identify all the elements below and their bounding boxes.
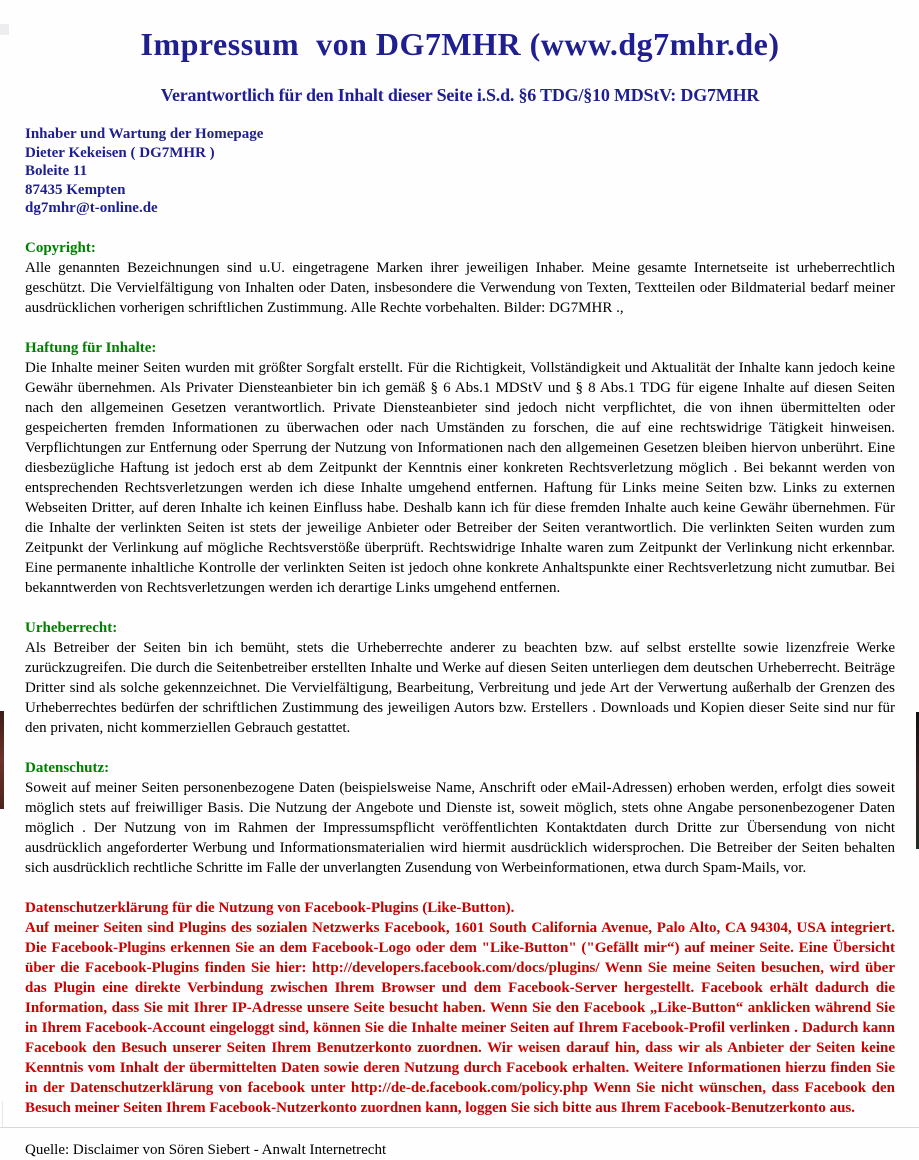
top-left-corner-artifact — [0, 24, 9, 35]
section-haftung-heading: Haftung für Inhalte: — [25, 339, 157, 356]
section-urheberrecht — [25, 618, 895, 738]
section-facebook-heading: Datenschutzerklärung für die Nutzung von Facebook-Plugins (Like-Button). — [25, 899, 515, 916]
section-datenschutz-body: Soweit auf meiner Seiten personenbezogene Daten (beispielsweise Name, Anschrift oder eMail-Adressen) erhoben werden, erfolgt dies soweit möglich stets auf freiwilliger Basis. Die Nutzung der Angebote und Dienste ist, soweit möglich, stets ohne Angabe personenbezogener Daten möglich . Der Nutzung von im Rahmen der Impressumspflicht veröffentlichten Kontaktdaten durch Dritte zur Übersendung von nicht ausdrücklich angeforderter Werbung und Informationsmaterialien wird hiermit ausdrücklich widersprochen. Die Betreiber der Seiten behalten sich ausdrücklich rechtliche Schritte im Falle der unverlangten Zusendung von Werbeinformationen, etwa durch Spam-Mails, vor. — [25, 779, 895, 876]
section-haftung — [25, 338, 895, 598]
source-line: Quelle: Disclaimer von Sören Siebert - Anwalt Internetrecht — [25, 1141, 387, 1158]
section-copyright — [25, 238, 895, 318]
section-datenschutz — [25, 758, 895, 878]
bottom-border-line — [0, 1127, 919, 1128]
contact-block — [25, 125, 895, 218]
section-urheberrecht-body: Als Betreiber der Seiten bin ich bemüht, stets die Urheberrechte anderer zu beachten bzw. auf selbst erstellte sowie lizenzfreie Werke zurückzugreifen. Die durch die Seitenbetreiber erstellten Inhalte und Werke auf diesen Seiten unterliegen dem deutschen Urheberrecht. Beiträge Dritter sind als solche gekennzeichnet. Die Vervielfältigung, Bearbeitung, Verbreitung und jede Art der Verwertung außerhalb der Grenzen des Urheberrechtes bedürfen der schriftlichen Zustimmung des jeweiligen Autors bzw. Erstellers . Downloads und Kopien dieser Seite sind nur für den privaten, nicht kommerziellen Gebrauch gestattet. — [25, 639, 895, 736]
contact-line-email: dg7mhr@t-online.de — [25, 200, 158, 216]
section-facebook-body: Auf meiner Seiten sind Plugins des sozialen Netzwerks Facebook, 1601 South California Avenue, Palo Alto, CA 94304, USA integriert. Die Facebook-Plugins erkennen Sie an dem Facebook-Logo oder dem "Like-Button" ("Gefällt mir“) auf meiner Seite. Eine Übersicht über die Facebook-Plugins finden Sie hier: http://developers.facebook.com/docs/plugins/ Wenn Sie meine Seiten besuchen, wird über das Plugin eine direkte Verbindung zwischen Ihrem Browser und dem Facebook-Server hergestellt. Facebook erhält dadurch die Information, dass Sie mit Ihrer IP-Adresse unsere Seite besucht haben. Wenn Sie den Facebook „Like-Button“ anklicken während Sie in Ihrem Facebook-Account eingeloggt sind, können Sie die Inhalte meiner Seiten auf Ihrem Facebook-Profil verlinken . Dadurch kann Facebook den Besuch unserer Seiten Ihrem Benutzerkonto zuordnen. Wir weisen darauf hin, dass wir als Anbieter der Seiten keine Kenntnis vom Inhalt der übermittelten Daten sowie deren Nutzung durch Facebook erhalten. Weitere Informationen hierzu finden Sie in der Datenschutzerklärung von facebook unter http://de-de.facebook.com/policy.php Wenn Sie nicht wünschen, dass Facebook den Besuch meiner Seiten Ihrem Facebook-Nutzerkonto zuordnen kann, loggen Sie sich bitte aus Ihrem Facebook-Benutzerkonto aus. — [25, 919, 895, 1116]
left-bottom-line-artifact — [2, 1101, 3, 1127]
left-edge-artifact — [0, 711, 4, 809]
page-subtitle: Verantwortlich für den Inhalt dieser Seite i.S.d. §6 TDG/§10 MDStV: DG7MHR — [160, 85, 760, 105]
impressum-page — [0, 24, 919, 1158]
page-title: Impressum von DG7MHR (www.dg7mhr.de) — [140, 26, 780, 62]
section-facebook-datenschutz — [25, 898, 895, 1118]
section-copyright-body: Alle genannten Bezeichnungen sind u.U. eingetragene Marken ihrer jeweiligen Inhaber. Meine gesamte Internetseite ist urheberrechtlich geschützt. Die Vervielfältigung von Inhalten oder Daten, insbesondere die Verwendung von Texten, Textteilen oder Bildmaterial bedarf meiner ausdrücklichen vorherigen schriftlichen Zustimmung. Alle Rechte vorbehalten. Bilder: DG7MHR ., — [25, 259, 895, 316]
contact-line-street: Boleite 11 — [25, 163, 88, 179]
contact-line-city: 87435 Kempten — [25, 181, 126, 198]
contact-line-name: Dieter Kekeisen ( DG7MHR ) — [25, 144, 215, 161]
section-datenschutz-heading: Datenschutz: — [25, 759, 110, 776]
section-urheberrecht-heading: Urheberrecht: — [25, 619, 118, 636]
contact-line-owner: Inhaber und Wartung der Homepage — [25, 126, 264, 142]
section-copyright-heading: Copyright: — [25, 239, 96, 256]
section-haftung-body: Die Inhalte meiner Seiten wurden mit größter Sorgfalt erstellt. Für die Richtigkeit, Vollständigkeit und Aktualität der Inhalte kann jedoch keine Gewähr übernehmen. Als Privater Diensteanbieter bin ich gemäß § 6 Abs.1 MDStV und § 8 Abs.1 TDG für eigene Inhalte auf diesen Seiten nach den allgemeinen Gesetzen verantwortlich. Private Diensteanbieter sind jedoch nicht verpflichtet, die von ihnen übermittelten oder gespeicherten fremden Informationen zu überwachen oder nach Umständen zu forschen, die auf eine rechtswidrige Tätigkeit hinweisen. Verpflichtungen zur Entfernung oder Sperrung der Nutzung von Informationen nach den allgemeinen Gesetzen bleiben hiervon unberührt. Eine diesbezügliche Haftung ist jedoch erst ab dem Zeitpunkt der Kenntnis einer konkreten Rechtsverletzung möglich . Bei bekannt werden von entsprechenden Rechtsverletzungen werden ich diese Inhalte umgehend entfernen. Haftung für Links meine Seiten bzw. Links zu externen Webseiten Dritter, auf deren Inhalte ich keinen Einfluss habe. Deshalb kann ich für diese fremden Inhalte auch keine Gewähr übernehmen. Für die Inhalte der verlinkten Seiten ist stets der jeweilige Anbieter oder Betreiber der Seiten verantwortlich. Die verlinkten Seiten wurden zum Zeitpunkt der Verlinkung auf mögliche Rechtsverstöße überprüft. Rechtswidrige Inhalte waren zum Zeitpunkt der Verlinkung nicht erkennbar. Eine permanente inhaltliche Kontrolle der verlinkten Seiten ist jedoch ohne konkrete Anhaltspunkte einer Rechtsverletzung nicht zumutbar. Bei bekanntwerden von Rechtsverletzungen werden ich derartige Links umgehend entfernen. — [25, 359, 895, 596]
